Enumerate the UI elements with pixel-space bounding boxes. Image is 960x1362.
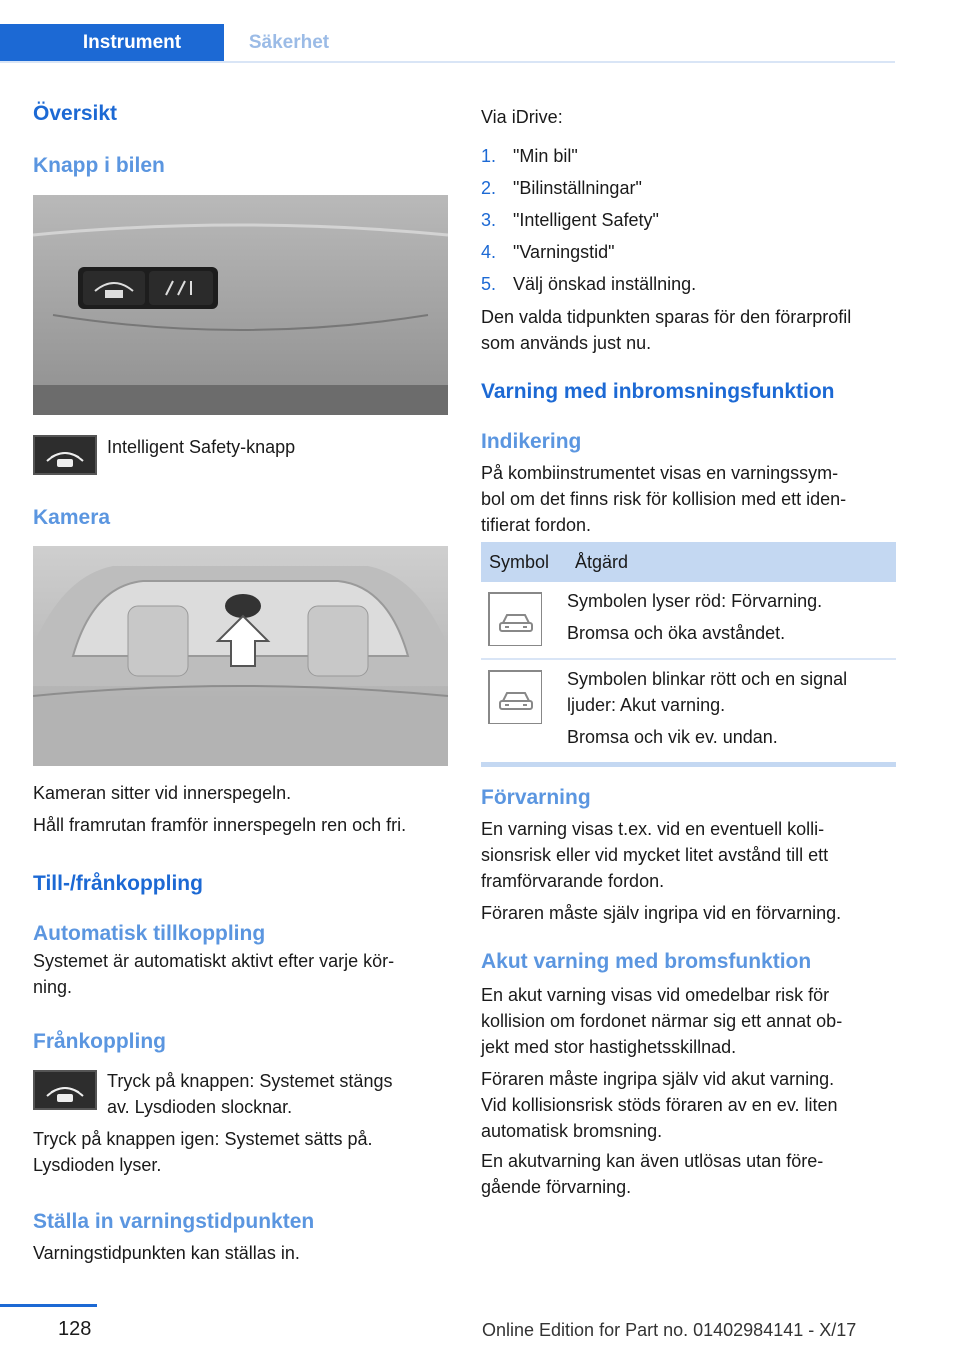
table-header-row (481, 542, 896, 582)
akut-text-4: Föraren måste ingripa själv vid akut varning. (481, 1069, 835, 1089)
table-row (481, 582, 896, 659)
action-text-1: Symbolen lyser röd: Förvarning. (567, 591, 823, 611)
collision-warning-icon (488, 670, 542, 724)
step-number: 2. (481, 178, 497, 198)
symbol-cell (481, 659, 567, 765)
akut-text-8: gående förvarning. (481, 1177, 632, 1197)
tab-sakerhet[interactable]: Säkerhet (224, 24, 354, 62)
section-title-oversikt: Översikt (33, 102, 118, 125)
via-idrive: Via iDrive: (481, 107, 563, 127)
tab-instrument[interactable]: Instrument (0, 24, 224, 62)
fran-text-2: Lysdioden lyser. (33, 1155, 162, 1175)
step-item (481, 172, 896, 204)
step-text: "Intelligent Safety" (513, 210, 659, 230)
step-number: 1. (481, 146, 497, 166)
table-row (481, 659, 896, 765)
action-text-3: Bromsa och vik ev. undan. (567, 727, 778, 747)
heading-indikering: Indikering (481, 430, 582, 453)
forvarning-text-1: En varning visas t.ex. vid en eventuell kolli‐ (481, 819, 825, 839)
step-item (481, 140, 896, 172)
action-text-2: ljuder: Akut varning. (567, 695, 726, 715)
button-photo-image (33, 195, 448, 415)
step-text: "Varningstid" (513, 242, 615, 262)
heading-stalla-in: Ställa in varningstidpunkten (33, 1210, 315, 1233)
heading-akut-varning: Akut varning med bromsfunktion (481, 950, 812, 973)
step-number: 4. (481, 242, 497, 262)
step-text: Välj önskad inställning. (513, 274, 697, 294)
header-divider (0, 61, 895, 63)
akut-text-1: En akut varning visas vid omedelbar risk för (481, 985, 830, 1005)
indikering-text-3: tifierat fordon. (481, 515, 592, 535)
page-number: 128 (58, 1318, 92, 1340)
header-bar (0, 0, 960, 62)
forvarning-text-3: framförvarande fordon. (481, 871, 665, 891)
heading-knapp-i-bilen: Knapp i bilen (33, 154, 165, 177)
stall-text: Varningstidpunkten kan ställas in. (33, 1243, 300, 1263)
forvarning-text-2: sionsrisk eller vid mycket litet avstånd till ett (481, 845, 829, 865)
intelligent-safety-button-icon (33, 435, 97, 475)
step-number: 5. (481, 274, 497, 294)
indikering-text-1: På kombiinstrumentet visas en varningssym‐ (481, 463, 839, 483)
auto-text-1: Systemet är automatiskt aktivt efter varje kör‐ (33, 951, 395, 971)
symbol-cell (481, 582, 567, 659)
auto-text-2: ning. (33, 977, 73, 997)
saved-text-2: som används just nu. (481, 333, 652, 353)
step-text: "Bilinställningar" (513, 178, 642, 198)
step-text: "Min bil" (513, 146, 578, 166)
collision-warning-icon (488, 592, 542, 646)
step-number: 3. (481, 210, 497, 230)
akut-text-2: kollision om fordonet närmar sig ett annat ob‐ (481, 1011, 843, 1031)
intelligent-safety-button-icon-2 (33, 1070, 97, 1110)
akut-text-3: jekt med stor hastighetsskillnad. (481, 1037, 737, 1057)
kamera-text-1: Kameran sitter vid innerspegeln. (33, 783, 292, 803)
forvarning-text-4: Föraren måste själv ingripa vid en förvarning. (481, 903, 842, 923)
heading-frankoppling: Frånkoppling (33, 1030, 166, 1053)
fran-icon-text-2: av. Lysdioden slocknar. (107, 1097, 293, 1117)
indikering-text-2: bol om det finns risk för kollision med ett iden‐ (481, 489, 847, 509)
action-cell (567, 659, 896, 765)
heading-varning-med-inbromsning: Varning med inbromsningsfunktion (481, 380, 835, 403)
heading-till-frankoppling: Till-/frånkoppling (33, 872, 203, 895)
symbol-table (481, 542, 896, 767)
heading-automatisk-tillkoppling: Automatisk tillkoppling (33, 922, 266, 945)
col-header-action: Åtgärd (567, 542, 896, 582)
col-header-symbol: Symbol (481, 542, 567, 582)
footer-edition: Online Edition for Part no. 01402984141 - X/17 (482, 1320, 857, 1340)
fran-text-1: Tryck på knappen igen: Systemet sätts på. (33, 1129, 373, 1149)
kamera-text-2: Håll framrutan framför innerspegeln ren och fri. (33, 815, 407, 835)
heading-kamera: Kamera (33, 506, 111, 529)
step-item (481, 268, 896, 300)
camera-photo-image (33, 546, 448, 766)
akut-text-5: Vid kollisionsrisk stöds föraren av en ev. liten (481, 1095, 838, 1115)
step-item (481, 204, 896, 236)
action-text-3: Bromsa och öka avståndet. (567, 623, 786, 643)
idrive-steps (481, 140, 896, 300)
akut-text-6: automatisk bromsning. (481, 1121, 663, 1141)
akut-text-7: En akutvarning kan även utlösas utan före‐ (481, 1151, 824, 1171)
step-item (481, 236, 896, 268)
fran-icon-text-1: Tryck på knappen: Systemet stängs (107, 1071, 393, 1091)
saved-text-1: Den valda tidpunkten sparas för den förarprofil (481, 307, 852, 327)
heading-forvarning: Förvarning (481, 786, 591, 809)
action-text-1: Symbolen blinkar rött och en signal (567, 669, 848, 689)
button-photo (33, 195, 448, 415)
button-icon-label: Intelligent Safety-knapp (107, 437, 296, 457)
action-cell (567, 582, 896, 659)
footer-accent-line (0, 1304, 97, 1307)
camera-photo (33, 546, 448, 766)
